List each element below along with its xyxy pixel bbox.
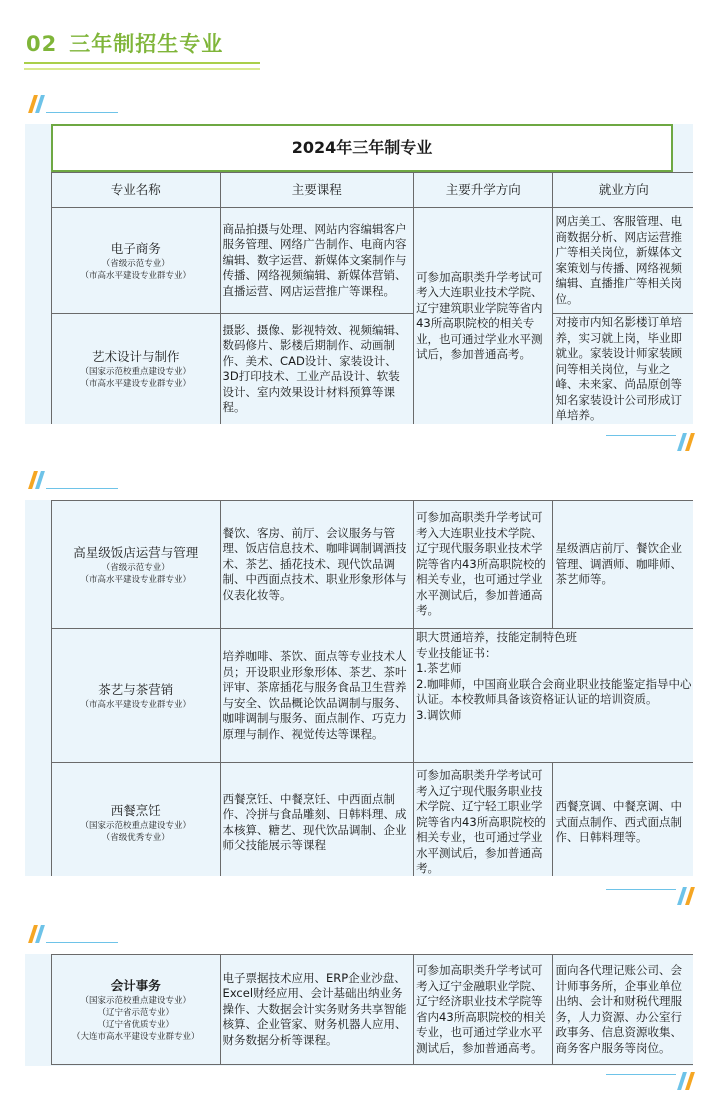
header-courses: 主要课程: [220, 173, 414, 208]
major-name: 茶艺与茶营销: [98, 681, 174, 697]
major-tag: （国家示范校重点建设专业）: [80, 820, 192, 831]
major-tag: （大连市高水平建设专业群专业）: [72, 1031, 200, 1042]
jobs-cell: 网店美工、客服管理、电商数据分析、网店运营推广等相关岗位，新媒体文案策划与传播、网络视频编辑、直播推广等相关岗位。: [553, 208, 693, 314]
header-major: 专业名称: [52, 173, 221, 208]
slash-decoration-icon: [606, 887, 696, 907]
major-tag: （辽宁省示范专业）: [97, 1007, 175, 1018]
major-tag: （省级优秀专业）: [101, 832, 170, 843]
slash-decoration-icon: [28, 95, 118, 115]
slash-decoration-icon: [28, 925, 118, 945]
table-row: [52, 629, 694, 763]
section-title: [26, 28, 223, 58]
upgrade-cell: 可参加高职类升学考试可考入辽宁金融职业学院、辽宁经济职业技术学院等省内43所高职院校的相关专业，也可通过学业水平测试后，参加普通高考。: [414, 955, 553, 1065]
major-tag: （省级示范专业）: [101, 562, 170, 573]
slash-decoration-icon: [28, 471, 118, 491]
courses-cell: 摄影、摄像、影视特效、视频编辑、数码修片、影楼后期制作、动画制作、美术、CAD设计、家装设计、3D打印技术、工业产品设计、软装设计、室内效果设计材料预算等课程。: [220, 314, 414, 425]
table-row: [52, 955, 694, 1065]
table-panel-2: [25, 500, 693, 876]
major-tag: （国家示范校重点建设专业）: [80, 995, 192, 1006]
upgrade-cell: 可参加高职类升学考试可考入辽宁现代服务职业技术学院、辽宁轻工职业学院等省内43所高职院校的相关专业，也可通过学业水平测试后，参加普通高考。: [414, 763, 553, 877]
major-name: 电子商务: [110, 240, 161, 256]
certificate-line: 职大贯通培养，技能定制特色班: [416, 630, 578, 644]
major-tag: （国家示范校重点建设专业）: [80, 367, 192, 378]
section-underline-light: [24, 68, 260, 70]
upgrade-cell: 可参加高职类升学考试可考入大连职业技术学院、辽宁建筑职业学院等省内43所高职院校的相关专业，也可通过学业水平测试后，参加普通高考。: [414, 208, 553, 425]
major-name-cell: [52, 501, 221, 629]
upgrade-cell: 可参加高职类升学考试可考入大连职业技术学院、辽宁现代服务职业技术学院等省内43所高职院校的相关专业，也可通过学业水平测试后，参加普通高考。: [414, 501, 553, 629]
certificate-line: 3.调饮师: [416, 707, 462, 722]
certificate-line: 专业技能证书：: [416, 645, 497, 660]
certificate-line: 1.茶艺师: [416, 661, 462, 675]
table-title: 2024年三年制专业: [51, 124, 673, 172]
major-tag: （市高水平建设专业群专业）: [80, 699, 192, 710]
section-title-text: 三年制招生专业: [69, 32, 224, 56]
certificate-line: 2.咖啡师，中国商业联合会商业职业技能鉴定指导中心认证。本校教师具备该资格证认证的培训资质。: [416, 676, 692, 706]
major-name-cell: [52, 955, 221, 1065]
major-tag: （市高水平建设专业群专业）: [80, 379, 192, 390]
table-panel-3: [25, 954, 693, 1066]
major-tag: （市高水平建设专业群专业）: [80, 270, 192, 281]
table-row: [52, 501, 694, 629]
jobs-cell: 星级酒店前厅、餐饮企业管理、调酒师、咖啡师、茶艺师等。: [553, 501, 693, 629]
jobs-cell: 面向各代理记账公司、会计师事务所，企事业单位出纳、会计和财税代理服务，人力资源、办公室行政事务、信息资源收集、商务客户服务等岗位。: [553, 955, 693, 1065]
major-name-cell: [52, 763, 221, 877]
jobs-cell: 对接市内知名影楼订单培养，实习就上岗，毕业即就业。家装设计师家装顾问等相关岗位，与业之峰、未来家、尚品原创等知名家装设计公司形成订单培养。: [553, 314, 693, 425]
table-row: [52, 314, 694, 425]
major-name: 艺术设计与制作: [92, 349, 180, 365]
major-name-cell: [52, 314, 221, 425]
table-header-row: [52, 173, 694, 208]
program-table-part-2: [51, 500, 693, 876]
section-number: 02: [26, 32, 58, 56]
table-row: [52, 763, 694, 877]
certificate-cell: [414, 629, 693, 763]
courses-cell: 培养咖啡、茶饮、面点等专业技术人员；开设职业形象形体、茶艺、茶叶评审、茶席插花与服务食品卫生营养与安全、饮品概论饮品调制与服务、咖啡调制与服务、面点制作、巧克力原理与制作、视觉传达等课程。: [220, 629, 414, 763]
major-name: 西餐烹饪: [110, 802, 161, 818]
major-name-cell: [52, 208, 221, 314]
header-jobs: 就业方向: [553, 173, 693, 208]
table-row: [52, 208, 694, 314]
section-underline: [24, 62, 260, 64]
slash-decoration-icon: [606, 433, 696, 453]
courses-cell: 电子票据技术应用、ERP企业沙盘、Excel财经应用、会计基础出纳业务操作、大数据会计实务财务共享智能核算、企业管家、财务机器人应用、财务数据分析等课程。: [220, 955, 414, 1065]
courses-cell: 商品拍摄与处理、网站内容编辑客户服务管理、网络广告制作、电商内容编辑、数字运营、新媒体文案制作与传播、网络视频编辑、新媒体营销、直播运营、网店运营推广等课程。: [220, 208, 414, 314]
major-tag: （市高水平建设专业群专业）: [80, 574, 192, 585]
major-name-cell: [52, 629, 221, 763]
header-upgrade: 主要升学方向: [414, 173, 553, 208]
major-tag: （省级示范专业）: [101, 258, 170, 269]
table-panel-1: [25, 124, 693, 424]
major-name: 会计事务: [110, 977, 161, 993]
major-tag: （辽宁省优质专业）: [97, 1019, 175, 1030]
jobs-cell: 西餐烹调、中餐烹调、中式面点制作、西式面点制作、日韩料理等。: [553, 763, 693, 877]
major-name: 高星级饭店运营与管理: [73, 544, 199, 560]
courses-cell: 餐饮、客房、前厅、会议服务与管理、饭店信息技术、咖啡调制调酒技术、茶艺、插花技术、现代饮品调制、中西面点技术、职业形象形体与仪表化妆等。: [220, 501, 414, 629]
courses-cell: 西餐烹饪、中餐烹饪、中西面点制作、冷拼与食品雕刻、日韩料理、成本核算、糖艺、现代饮品调制、企业师父技能展示等课程: [220, 763, 414, 877]
program-table-part-1: [51, 172, 693, 424]
program-table-part-3: [51, 954, 693, 1065]
slash-decoration-icon: [606, 1072, 696, 1092]
